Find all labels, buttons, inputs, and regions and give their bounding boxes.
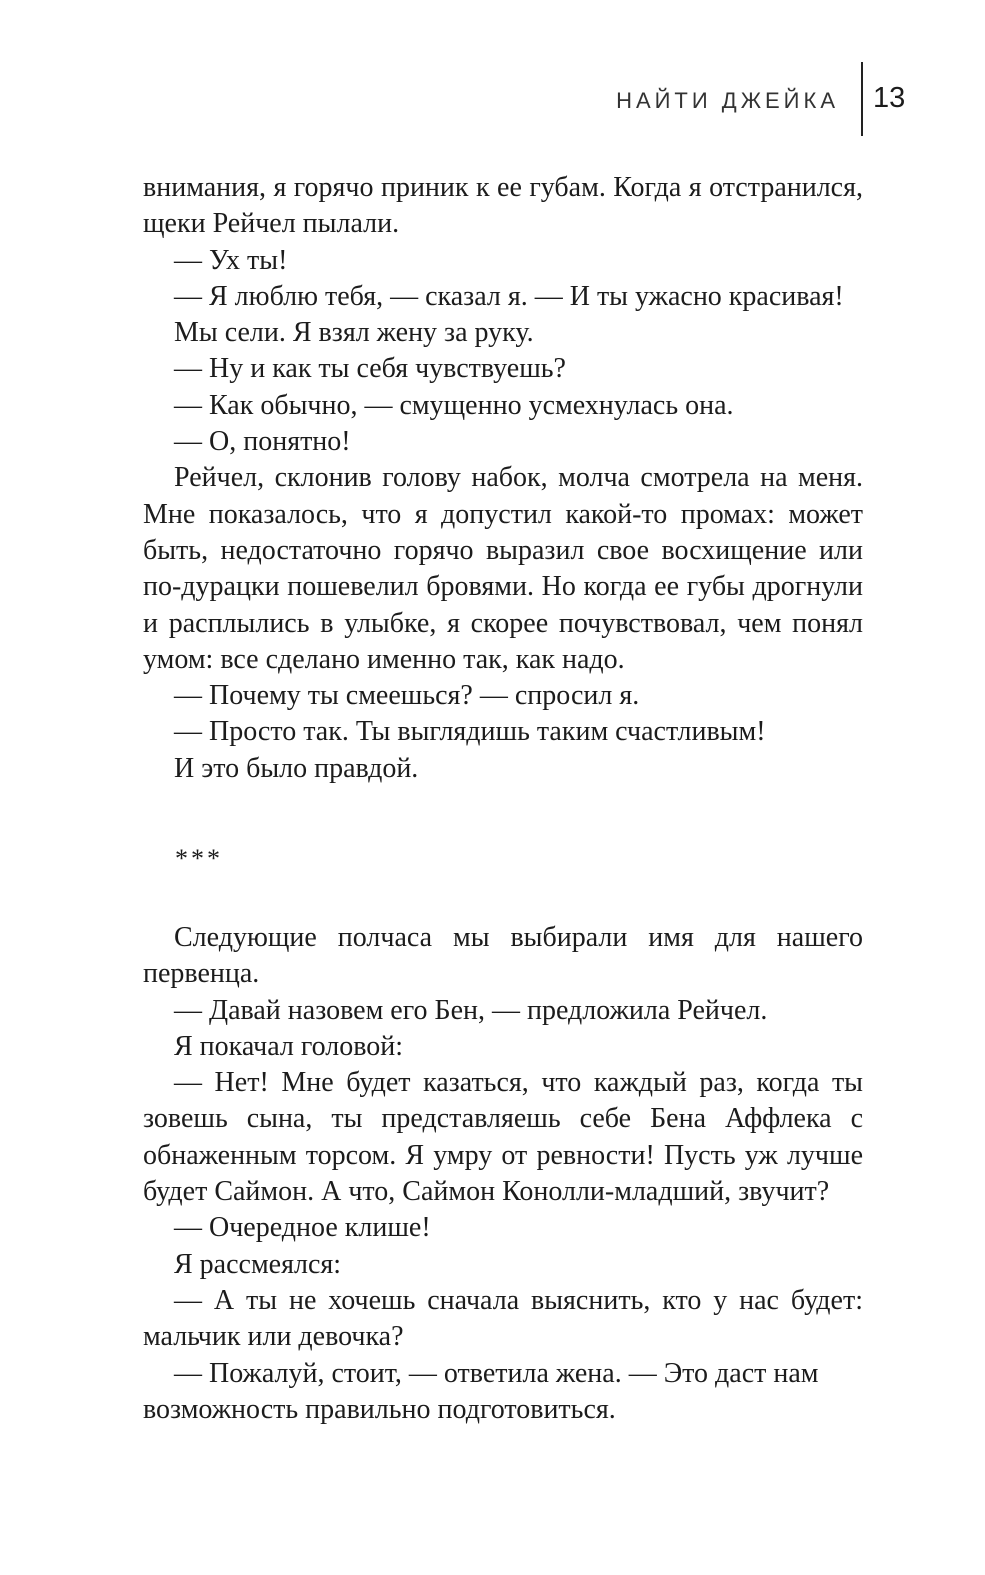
running-title: НАЙТИ ДЖЕЙКА (616, 88, 839, 113)
paragraph: внимания, я горячо приник к ее губам. Когда я отстранился, щеки Рейчел пылали. (143, 172, 863, 240)
paragraph: Следующие полчаса мы выбирали имя для нашего первенца. (143, 922, 863, 990)
paragraph: — Почему ты смеешься? — спросил я. (174, 680, 640, 712)
paragraph: — Я люблю тебя, — сказал я. — И ты ужасно красивая! (174, 280, 844, 312)
paragraph: — Просто так. Ты выглядишь таким счастливым! (174, 716, 766, 748)
paragraph: — Ух ты! (174, 244, 288, 276)
paragraph: Рейчел, склонив голову набок, молча смотрела на меня. Мне показалось, что я допустил какой-то промах: может быть, недостаточно горячо выразил свое восхищение или по-дурацки пошевелил бровями. Но когда ее губы дрогнули и расплылись в улыбке, я скорее почувствовал, чем понял умом: все сделано именно так, как надо. (143, 462, 863, 675)
header-divider (861, 62, 863, 136)
paragraph: — Пожалуй, стоит, — ответила жена. — Это даст нам возможность правильно подготовиться. (143, 1357, 819, 1425)
paragraph: Мы сели. Я взял жену за руку. (174, 317, 534, 349)
running-header (0, 62, 985, 136)
page-number: 13 (873, 82, 906, 114)
paragraph: — Ну и как ты себя чувствуешь? (174, 353, 566, 385)
paragraph: — О, понятно! (174, 426, 351, 458)
paragraph: — Как обычно, — смущенно усмехнулась она. (174, 389, 734, 421)
text-block-second (143, 920, 863, 1428)
text-block-first (143, 170, 863, 787)
paragraph: И это было правдой. (174, 752, 419, 784)
paragraph: — Очередное клише! (174, 1212, 431, 1244)
paragraph: — А ты не хочешь сначала выяснить, кто у нас будет: мальчик или девочка? (143, 1284, 863, 1353)
paragraph: Я рассмеялся: (174, 1248, 342, 1280)
scene-break: *** (175, 844, 223, 873)
paragraph: Я покачал головой: (174, 1030, 404, 1062)
paragraph: — Нет! Мне будет казаться, что каждый раз, когда ты зовешь сына, ты представляешь себе Бена Аффлека с обнаженным торсом. Я умру от ревности! Пусть уж лучше будет Саймон. А что, Саймон Конолли-младший, звучит? (143, 1067, 863, 1208)
paragraph: — Давай назовем его Бен, — предложила Рейчел. (174, 994, 768, 1026)
